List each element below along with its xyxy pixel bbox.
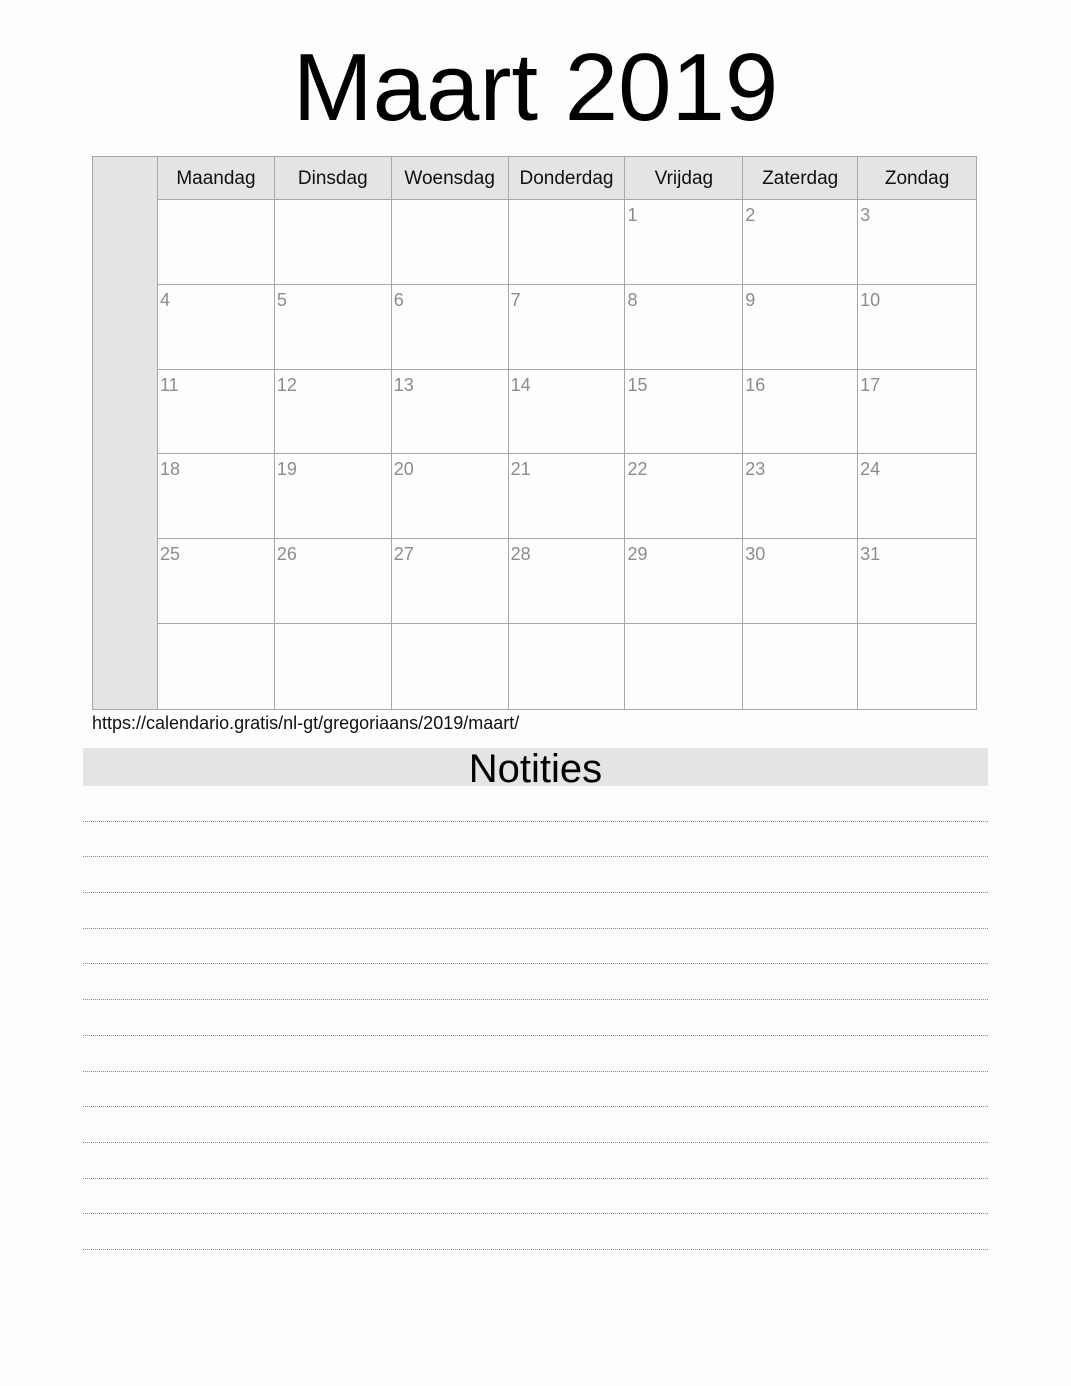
calendar-days [158,200,976,709]
calendar-day-cell: 27 [392,539,509,623]
calendar-week-row [158,370,976,455]
calendar-day-cell: 30 [743,539,858,623]
calendar-day-cell: 7 [509,285,626,369]
calendar-day-cell: 8 [625,285,743,369]
calendar-day-cell: 11 [158,370,275,454]
calendar-week-row [158,200,976,285]
notes-line [83,1000,988,1036]
calendar-day-cell [509,200,626,284]
calendar-day-cell: 31 [860,544,881,565]
calendar-day-cell [392,624,509,709]
notes-line [83,929,988,965]
calendar-day-cell: 26 [275,539,392,623]
calendar-day-cell: 22 [625,454,743,538]
notes-line [83,822,988,858]
weekday-header: Dinsdag [275,157,392,199]
calendar-day-cell: 12 [275,370,392,454]
weekday-header-row [158,157,976,200]
calendar-day-cell [858,624,976,709]
calendar-day-cell: 9 [743,285,858,369]
calendar-day-cell [392,200,509,284]
calendar-day-cell [625,624,743,709]
calendar-day-cell: 14 [509,370,626,454]
weekday-header: Zondag [884,168,950,189]
calendar-day-cell: 23 [743,454,858,538]
calendar-grid [92,156,977,710]
notes-line [83,1143,988,1179]
calendar-week-row [158,285,976,370]
calendar-day-cell: 18 [158,454,275,538]
calendar-day-cell: 3 [860,205,871,225]
calendar-day-cell [275,200,392,284]
calendar-day-cell: 10 [860,289,881,310]
calendar-day-cell: 24 [860,459,881,480]
calendar-week-row [158,624,976,709]
calendar-day-cell: 6 [392,285,509,369]
weekday-header: Zaterdag [743,157,858,199]
calendar-day-cell: 16 [743,370,858,454]
calendar-day-cell: 19 [275,454,392,538]
notes-line [83,964,988,1000]
notes-line [83,893,988,929]
weekday-header: Maandag [158,157,275,199]
calendar-day-cell: 2 [743,200,858,284]
notes-line [83,786,988,822]
notes-line [83,1107,988,1143]
calendar-day-cell: 1 [625,200,743,284]
calendar-day-cell: 4 [158,285,275,369]
calendar-week-row [158,539,976,624]
weekday-header: Woensdag [392,157,509,199]
notes-line [83,857,988,893]
source-url: https://calendario.gratis/nl-gt/gregoriaans/2019/maart/ [92,713,520,733]
calendar-day-cell: 13 [392,370,509,454]
calendar-day-cell: 29 [625,539,743,623]
week-number-column [93,157,158,709]
calendar-day-cell: 20 [392,454,509,538]
calendar-day-cell [743,624,858,709]
notes-line [83,1214,988,1250]
calendar-day-cell: 15 [625,370,743,454]
calendar-day-cell [275,624,392,709]
weekday-header: Donderdag [509,157,626,199]
calendar-day-cell [158,624,275,709]
notes-line [83,1072,988,1108]
notes-line [83,1036,988,1072]
calendar-day-cell: 17 [860,374,881,395]
calendar-day-cell: 25 [158,539,275,623]
weekday-header: Vrijdag [625,157,743,199]
notes-lines [83,786,988,1250]
calendar-day-cell: 5 [275,285,392,369]
calendar-week-row [158,454,976,539]
calendar-day-cell [509,624,626,709]
notes-title: Notities [83,748,988,786]
notes-line [83,1179,988,1215]
calendar-day-cell [158,200,275,284]
page-title: Maart 2019 [292,34,779,141]
calendar-day-cell: 21 [509,454,626,538]
calendar-day-cell: 28 [509,539,626,623]
